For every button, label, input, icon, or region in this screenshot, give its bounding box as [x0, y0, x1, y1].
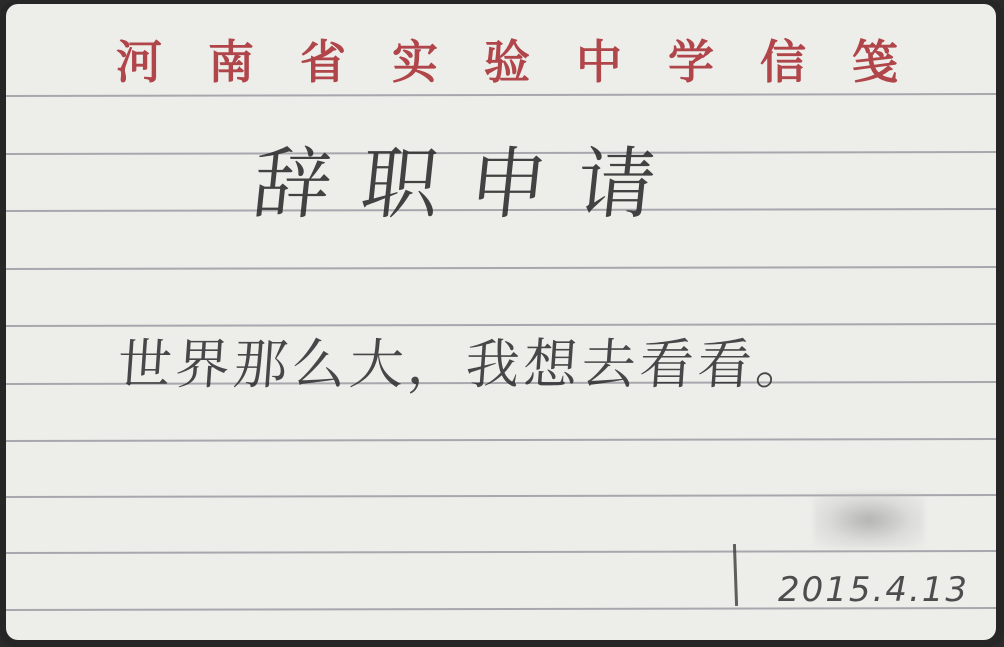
- letter-paper: [6, 4, 996, 640]
- letter-date: 2015.4.13: [778, 570, 970, 610]
- ruled-line: [6, 94, 996, 96]
- letterhead-char: 实: [392, 35, 440, 89]
- letter-body: 世界那么大，我想去看看。: [115, 333, 816, 396]
- blurred-signature: [814, 492, 924, 548]
- letter-heading: 辞职申请: [248, 140, 691, 230]
- letterhead-char: 验: [484, 35, 532, 89]
- ruled-line: [6, 551, 996, 553]
- letterhead: [98, 24, 918, 94]
- ruled-line: [6, 439, 996, 441]
- letterhead-char: 学: [668, 35, 716, 89]
- letterhead-char: 中: [576, 35, 624, 89]
- letterhead-char: 笺: [852, 35, 900, 89]
- letterhead-char: 省: [300, 35, 348, 89]
- letterhead-char: 南: [208, 35, 256, 89]
- letterhead-char: 河: [116, 35, 164, 89]
- letterhead-char: 信: [760, 35, 808, 89]
- ruled-line: [6, 267, 996, 269]
